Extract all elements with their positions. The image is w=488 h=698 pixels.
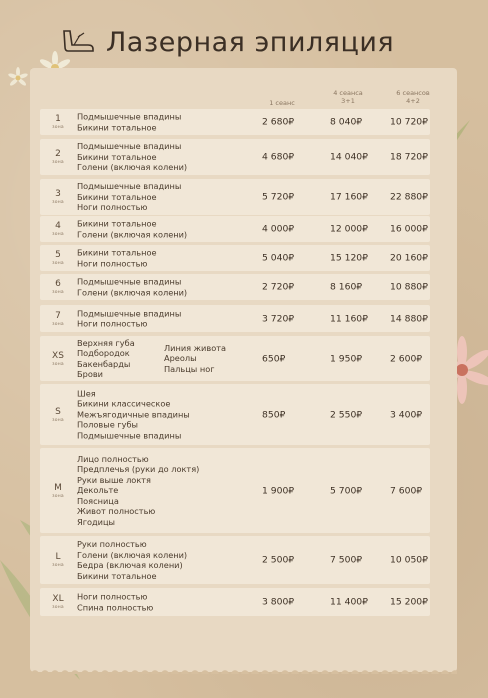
area-list	[77, 591, 153, 612]
price-6-sessions: 18 720₽	[390, 151, 428, 163]
zone-label	[43, 552, 73, 568]
price-4-sessions: 14 040₽	[330, 151, 368, 163]
price-4-sessions: 8 160₽	[330, 281, 363, 293]
price-1-session: 5 720₽	[262, 191, 295, 203]
zone-number: 7	[55, 310, 61, 321]
zone-label	[43, 483, 73, 499]
zone-number: 2	[55, 149, 61, 159]
table-row	[40, 336, 430, 381]
zone-number: 1	[55, 114, 61, 124]
area-item: Предплечья (руки до локтя)	[77, 464, 200, 475]
price-4-sessions: 15 120₽	[330, 252, 368, 264]
zone-caption: зона	[52, 290, 64, 295]
area-item: Спина полностью	[77, 602, 154, 612]
price-4-sessions: 1 950₽	[330, 353, 363, 364]
column-header-1-session: 1 сеанс	[269, 99, 295, 107]
zone-number: XS	[52, 350, 64, 361]
area-item: Руки полностью	[77, 538, 147, 549]
area-item: Подмышечные впадины	[77, 430, 182, 441]
price-1-session: 3 720₽	[262, 313, 295, 324]
area-item: Поясница	[77, 495, 119, 506]
price-1-session: 650₽	[262, 353, 286, 364]
price-6-sessions: 15 200₽	[390, 596, 428, 608]
area-list-secondary	[164, 343, 226, 375]
zone-caption: зона	[52, 605, 64, 610]
area-item: Ноги полностью	[77, 591, 148, 602]
area-item: Голени (включая колени)	[77, 549, 188, 560]
zone-number: 4	[55, 221, 61, 231]
area-item: Подмышечные впадины	[77, 181, 182, 192]
area-list	[77, 111, 181, 132]
area-item: Бикини классическое	[77, 398, 171, 409]
zone-caption: зона	[52, 417, 64, 423]
header	[60, 22, 394, 62]
zone-label	[43, 114, 73, 130]
area-item: Линия живота	[164, 342, 226, 353]
area-item: Шея	[77, 388, 96, 399]
price-4-sessions: 11 400₽	[330, 596, 368, 608]
area-item: Подмышечные впадины	[77, 111, 182, 122]
price-4-sessions: 8 040₽	[330, 116, 363, 128]
page-title: Лазерная эпиляция	[106, 26, 395, 58]
table-row	[40, 448, 430, 533]
price-6-sessions: 10 050₽	[390, 554, 428, 566]
area-item: Бикини тотальное	[77, 218, 157, 229]
zone-label	[43, 149, 73, 165]
area-item: Межъягодичные впадины	[77, 409, 190, 420]
leg-icon	[60, 27, 96, 57]
area-item: Ноги полностью	[77, 318, 148, 329]
zone-number: 6	[55, 279, 61, 289]
area-item: Ягодицы	[77, 516, 116, 527]
area-item: Подмышечные впадины	[77, 276, 182, 287]
zone-caption: зона	[52, 200, 64, 205]
area-item: Голени (включая колени)	[77, 287, 188, 297]
area-item: Брови	[77, 369, 103, 380]
area-list	[77, 453, 199, 527]
table-row	[40, 245, 430, 271]
area-item: Пальцы ног	[164, 363, 215, 374]
zone-caption: зона	[52, 125, 64, 130]
zone-number: XL	[52, 594, 64, 604]
table-row	[40, 216, 430, 242]
table-row	[40, 274, 430, 300]
price-6-sessions: 3 400₽	[390, 409, 423, 420]
area-item: Бикини тотальное	[77, 247, 157, 258]
price-1-session: 2 680₽	[262, 116, 295, 128]
zone-label	[43, 407, 73, 423]
zone-caption: зона	[52, 232, 64, 237]
price-1-session: 5 040₽	[262, 252, 295, 264]
price-1-session: 3 800₽	[262, 596, 295, 608]
table-row	[40, 536, 430, 584]
price-1-session: 2 720₽	[262, 281, 295, 293]
area-item: Ареолы	[164, 353, 197, 364]
price-1-session: 2 500₽	[262, 554, 295, 566]
table-row	[40, 384, 430, 445]
area-list	[77, 276, 187, 297]
price-6-sessions: 20 160₽	[390, 252, 428, 264]
price-6-sessions: 22 880₽	[390, 191, 428, 203]
price-4-sessions: 11 160₽	[330, 313, 368, 324]
zone-caption: зона	[52, 563, 64, 568]
price-4-sessions: 12 000₽	[330, 223, 368, 235]
zone-number: 5	[55, 250, 61, 260]
table-row	[40, 305, 430, 332]
area-list	[77, 247, 157, 268]
column-header-6-sessions: 6 сеансов 4+2	[396, 89, 430, 105]
area-item: Бикини тотальное	[77, 191, 157, 202]
zone-caption: зона	[52, 361, 64, 367]
column-header-4-sessions: 4 сеанса 3+1	[333, 89, 363, 105]
price-6-sessions: 16 000₽	[390, 223, 428, 235]
price-4-sessions: 2 550₽	[330, 409, 363, 420]
area-list	[77, 218, 187, 239]
area-item: Бикини тотальное	[77, 122, 157, 132]
area-item: Живот полностью	[77, 506, 156, 517]
area-list	[77, 539, 187, 581]
area-item: Бикини тотальное	[77, 570, 157, 581]
zone-label	[43, 189, 73, 205]
area-item: Бакенбарды	[77, 358, 131, 369]
price-6-sessions: 7 600₽	[390, 485, 423, 496]
table-row	[40, 139, 430, 175]
price-1-session: 4 000₽	[262, 223, 295, 235]
zone-label	[43, 279, 73, 295]
area-list	[77, 337, 135, 379]
zone-caption: зона	[52, 261, 64, 266]
area-list	[77, 181, 181, 213]
price-4-sessions: 7 500₽	[330, 554, 363, 566]
price-1-session: 850₽	[262, 409, 286, 420]
price-4-sessions: 5 700₽	[330, 485, 363, 496]
zone-label	[43, 311, 73, 327]
card-bottom-edge	[30, 664, 457, 674]
price-1-session: 1 900₽	[262, 485, 295, 496]
zone-caption: зона	[52, 493, 64, 499]
table-row	[40, 179, 430, 215]
area-item: Верхняя губа	[77, 337, 135, 348]
area-item: Руки выше локтя	[77, 474, 151, 485]
zone-label	[43, 351, 73, 367]
zone-number: 3	[55, 189, 61, 199]
zone-label	[43, 594, 73, 610]
area-item: Бедра (включая колени)	[77, 560, 183, 570]
area-item: Голени (включая колени)	[77, 229, 188, 239]
price-1-session: 4 680₽	[262, 151, 295, 163]
area-item: Ноги полностью	[77, 202, 148, 213]
area-item: Ноги полностью	[77, 258, 148, 268]
zone-number: S	[55, 406, 61, 417]
area-item: Подмышечные впадины	[77, 141, 182, 152]
area-list	[77, 308, 181, 329]
area-item: Бикини тотальное	[77, 151, 157, 162]
zone-label	[43, 250, 73, 266]
zone-caption: зона	[52, 160, 64, 165]
zone-number: L	[55, 552, 61, 562]
area-list	[77, 388, 190, 441]
price-6-sessions: 10 720₽	[390, 116, 428, 128]
area-item: Подбородок	[77, 347, 130, 358]
area-item: Подмышечные впадины	[77, 307, 182, 318]
price-6-sessions: 2 600₽	[390, 353, 423, 364]
area-item: Половые губы	[77, 419, 138, 430]
area-item: Декольте	[77, 485, 119, 496]
zone-caption: зона	[52, 321, 64, 327]
area-item: Голени (включая колени)	[77, 162, 188, 173]
zone-number: M	[54, 482, 62, 493]
area-item: Лицо полностью	[77, 453, 149, 464]
price-6-sessions: 10 880₽	[390, 281, 428, 293]
price-4-sessions: 17 160₽	[330, 191, 368, 203]
area-list	[77, 141, 187, 173]
table-row	[40, 588, 430, 616]
price-6-sessions: 14 880₽	[390, 313, 428, 324]
zone-label	[43, 221, 73, 237]
table-row	[40, 109, 430, 135]
